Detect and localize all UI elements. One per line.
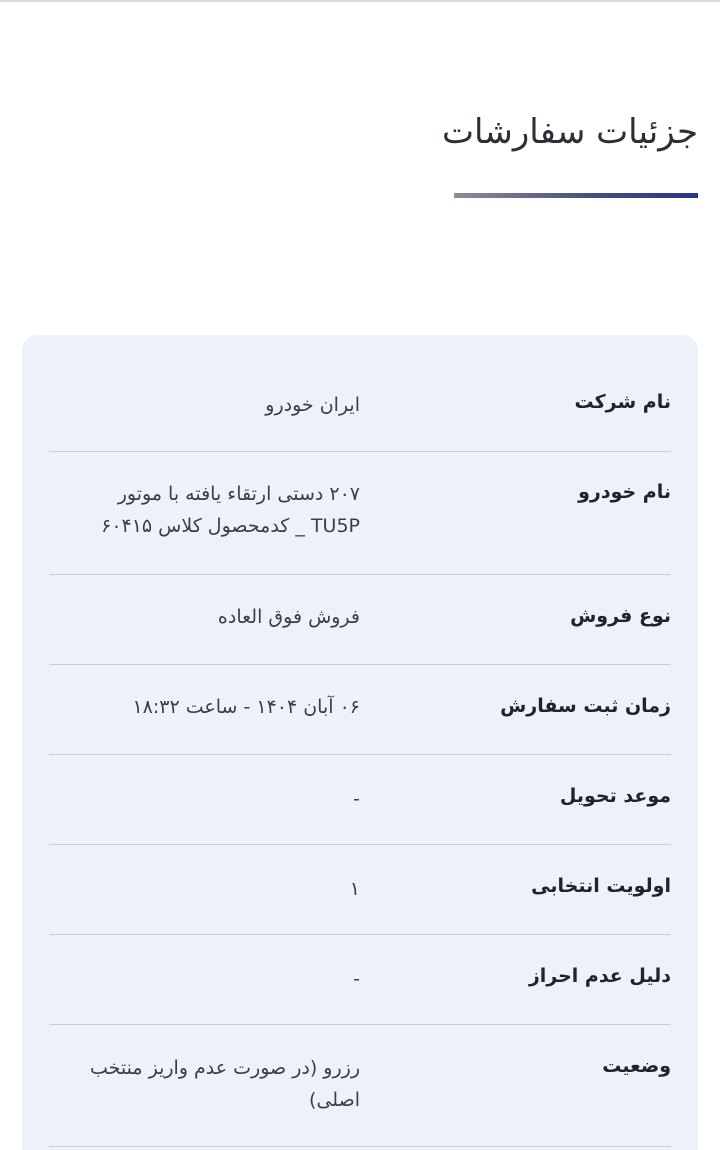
title-underline [454,193,698,198]
detail-row-sale-type [49,575,671,665]
detail-value: ۲۰۷ دستی ارتقاء یافته با موتور TU5P _ کدمحصول کلاس ۶۰۴۱۵ [101,483,360,537]
detail-label: موعد تحویل [559,785,671,807]
detail-row-car-name [49,451,671,575]
detail-row-rejection-reason [49,935,671,1025]
order-details-card [22,335,698,1150]
detail-label: نوع فروش [570,605,671,627]
detail-row-priority [49,845,671,935]
detail-value: ۰۶ آبان ۱۴۰۴ - ساعت ۱۸:۳۲ [132,696,360,718]
detail-label: زمان ثبت سفارش [500,695,671,717]
detail-value: ۱ [349,878,360,900]
detail-value: - [353,788,360,810]
detail-label: نام شرکت [574,391,671,413]
detail-value: فروش فوق العاده [217,606,360,628]
detail-label: نام خودرو [578,481,671,503]
detail-row-company [49,335,671,452]
page-title: جزئیات سفارشات [442,112,698,152]
detail-value: ایران خودرو [265,394,360,416]
detail-value: - [353,968,360,990]
detail-row-status [49,1025,671,1147]
detail-row-delivery-date [49,755,671,845]
detail-label: دلیل عدم احراز [528,965,671,987]
detail-row-order-time [49,665,671,755]
detail-label: وضعیت [602,1055,671,1077]
detail-label: اولویت انتخابی [531,875,671,897]
detail-value: رزرو (در صورت عدم واریز منتخب اصلی) [90,1057,360,1111]
